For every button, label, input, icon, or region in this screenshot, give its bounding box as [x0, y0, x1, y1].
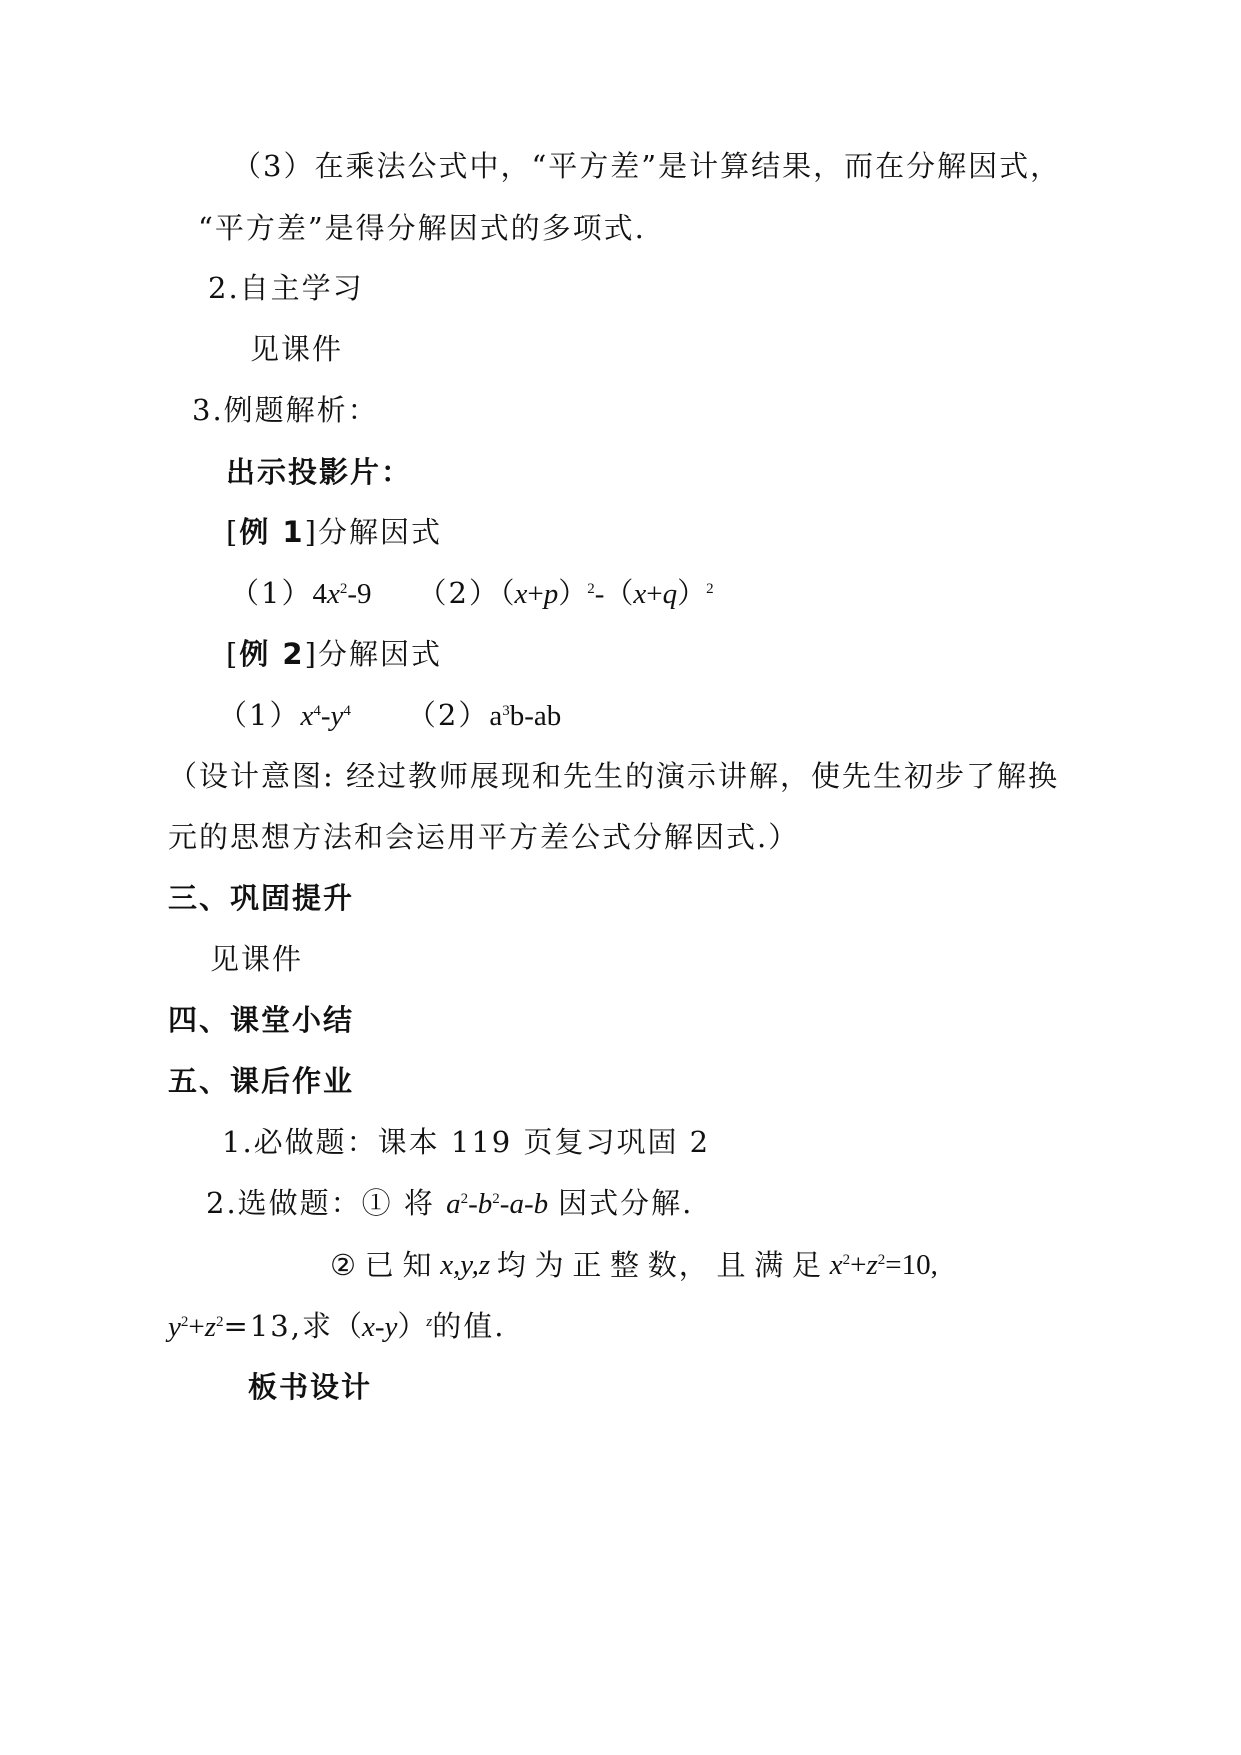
- example2-title-text: 分解因式: [317, 637, 442, 671]
- expr-part: -: [374, 1311, 385, 1343]
- hw-word: 满: [754, 1248, 786, 1282]
- hw-word: 且: [716, 1248, 748, 1282]
- expr-exponent: 2: [842, 1252, 851, 1268]
- hw-word: 均: [496, 1248, 528, 1282]
- example1-item1-label: （1）: [230, 576, 313, 610]
- section2-body: 见课件: [250, 332, 344, 366]
- example1-tag-close: ]: [304, 515, 318, 549]
- hw-word: 为: [534, 1248, 566, 1282]
- hw-word: 已: [364, 1248, 396, 1282]
- expr-exponent: 2: [587, 581, 595, 597]
- example2-title: [226, 632, 442, 676]
- expr-part: +: [527, 578, 544, 610]
- hw-text: =13,求: [223, 1309, 333, 1343]
- homework2-label: 2.选做题：① 将: [206, 1186, 447, 1220]
- expr-part: ）: [558, 578, 588, 610]
- example1-items: [230, 571, 714, 616]
- example2-item2-label: （2）: [406, 698, 490, 732]
- example1-tag-label: 例 1: [239, 515, 305, 549]
- hw-expression: [333, 1311, 432, 1343]
- homework-optional-1: [206, 1181, 693, 1226]
- design-intent-line1: （设计意图: 经过教师展现和先生的演示讲解，使先生初步了解换: [168, 759, 1059, 793]
- expr-var: q: [662, 578, 678, 610]
- example1-item1-expr: [312, 578, 371, 610]
- expr-part: a: [489, 700, 503, 732]
- section3-heading: 3.例题解析：: [192, 393, 379, 427]
- expr-var: a: [446, 1188, 461, 1220]
- expr-var: z: [204, 1311, 217, 1343]
- example2-item2-expr: [489, 700, 561, 732]
- projector-heading: 出示投影片：: [226, 455, 413, 489]
- homework-required: 1.必做题：课本 119 页复习巩固 2: [222, 1125, 711, 1159]
- hw-word: 数，: [647, 1248, 710, 1282]
- expr-exponent: 4: [313, 703, 321, 719]
- expr-part: -: [523, 1188, 534, 1220]
- expr-exponent: 2: [460, 1191, 469, 1207]
- expr-part: -: [468, 1188, 478, 1220]
- example2-tag-label: 例 2: [239, 637, 305, 671]
- expr-var: a: [509, 1188, 524, 1220]
- expr-exponent: 3: [502, 703, 510, 719]
- hw-word: 正: [572, 1248, 604, 1282]
- expr-exponent: 2: [216, 1314, 224, 1330]
- expr-part: =10,: [885, 1249, 938, 1281]
- example1-tag-open: [: [226, 515, 240, 549]
- design-intent-line2: 元的思想方法和会运用平方差公式分解因式.）: [168, 820, 800, 854]
- expr-var: x: [326, 578, 340, 610]
- expr-part: 4: [312, 578, 327, 610]
- expr-var: x: [829, 1249, 843, 1281]
- example2-tag-open: [: [226, 637, 240, 671]
- expr-exponent: 2: [706, 581, 714, 597]
- section-five-heading: 五、课后作业: [168, 1064, 355, 1098]
- expr-var: p: [543, 578, 559, 610]
- expr-part: -9: [347, 578, 372, 610]
- expr-var: y: [330, 700, 344, 732]
- expr-part: +: [188, 1311, 205, 1343]
- hw-word: 整: [610, 1248, 642, 1282]
- section-four-heading: 四、课堂小结: [168, 1003, 355, 1037]
- expr-part: +: [646, 578, 663, 610]
- expr-exponent: 2: [180, 1314, 189, 1330]
- hw-vars: x,y,z: [440, 1249, 491, 1281]
- expr-part: -: [499, 1188, 510, 1220]
- board-design-heading: 板书设计: [248, 1370, 373, 1404]
- example2-items: [218, 693, 561, 738]
- expr-part: b-ab: [509, 700, 562, 732]
- hw-equation-2: [168, 1311, 224, 1343]
- example2-item1-expr: [300, 700, 350, 732]
- expr-var: y: [168, 1311, 181, 1343]
- expr-part: -: [320, 700, 331, 732]
- homework-optional-2-line1: [330, 1243, 938, 1287]
- intro-paragraph-line2: “平方差”是得分解因式的多项式.: [198, 211, 646, 245]
- expr-exponent: z: [426, 1314, 433, 1330]
- intro-paragraph-line1: （3）在乘法公式中，“平方差”是计算结果，而在分解因式，: [232, 149, 1062, 183]
- example1-item2-label: （2）: [417, 576, 500, 610]
- expr-var: b: [533, 1188, 549, 1220]
- hw-word: 知: [402, 1248, 434, 1282]
- example1-title: [226, 510, 442, 554]
- expr-part: ）: [397, 1311, 427, 1343]
- example2-item1-label: （1）: [218, 698, 301, 732]
- example1-item2-expr: [500, 578, 714, 610]
- expr-var: b: [477, 1188, 493, 1220]
- expr-exponent: 2: [877, 1252, 886, 1268]
- expr-var: x: [514, 578, 528, 610]
- homework2-tail: 因式分解.: [558, 1186, 694, 1220]
- hw-word: 足: [791, 1248, 823, 1282]
- expr-var: x: [633, 578, 647, 610]
- expr-exponent: 2: [492, 1191, 500, 1207]
- expr-var: y: [384, 1311, 398, 1343]
- expr-var: x: [361, 1311, 375, 1343]
- hw-text: 的值.: [432, 1309, 506, 1343]
- expr-part: （: [499, 578, 515, 610]
- expr-var: x: [300, 700, 314, 732]
- example1-title-text: 分解因式: [317, 515, 442, 549]
- section-three-heading: 三、巩固提升: [168, 881, 355, 915]
- expr-exponent: 2: [339, 581, 348, 597]
- section2-heading: 2.自主学习: [208, 271, 364, 305]
- expr-part: （: [332, 1311, 362, 1343]
- expr-exponent: 4: [343, 703, 351, 719]
- hw-word: ②: [330, 1248, 358, 1282]
- hw-equation-1: [830, 1243, 938, 1287]
- homework2-expr: [446, 1188, 548, 1220]
- expr-part: +: [850, 1249, 867, 1281]
- section-three-body: 见课件: [210, 942, 304, 976]
- expr-var: z: [866, 1249, 878, 1281]
- homework-optional-2-line2: [168, 1304, 505, 1349]
- expr-part: -（: [594, 578, 634, 610]
- example2-tag-close: ]: [304, 637, 318, 671]
- expr-part: ）: [677, 578, 707, 610]
